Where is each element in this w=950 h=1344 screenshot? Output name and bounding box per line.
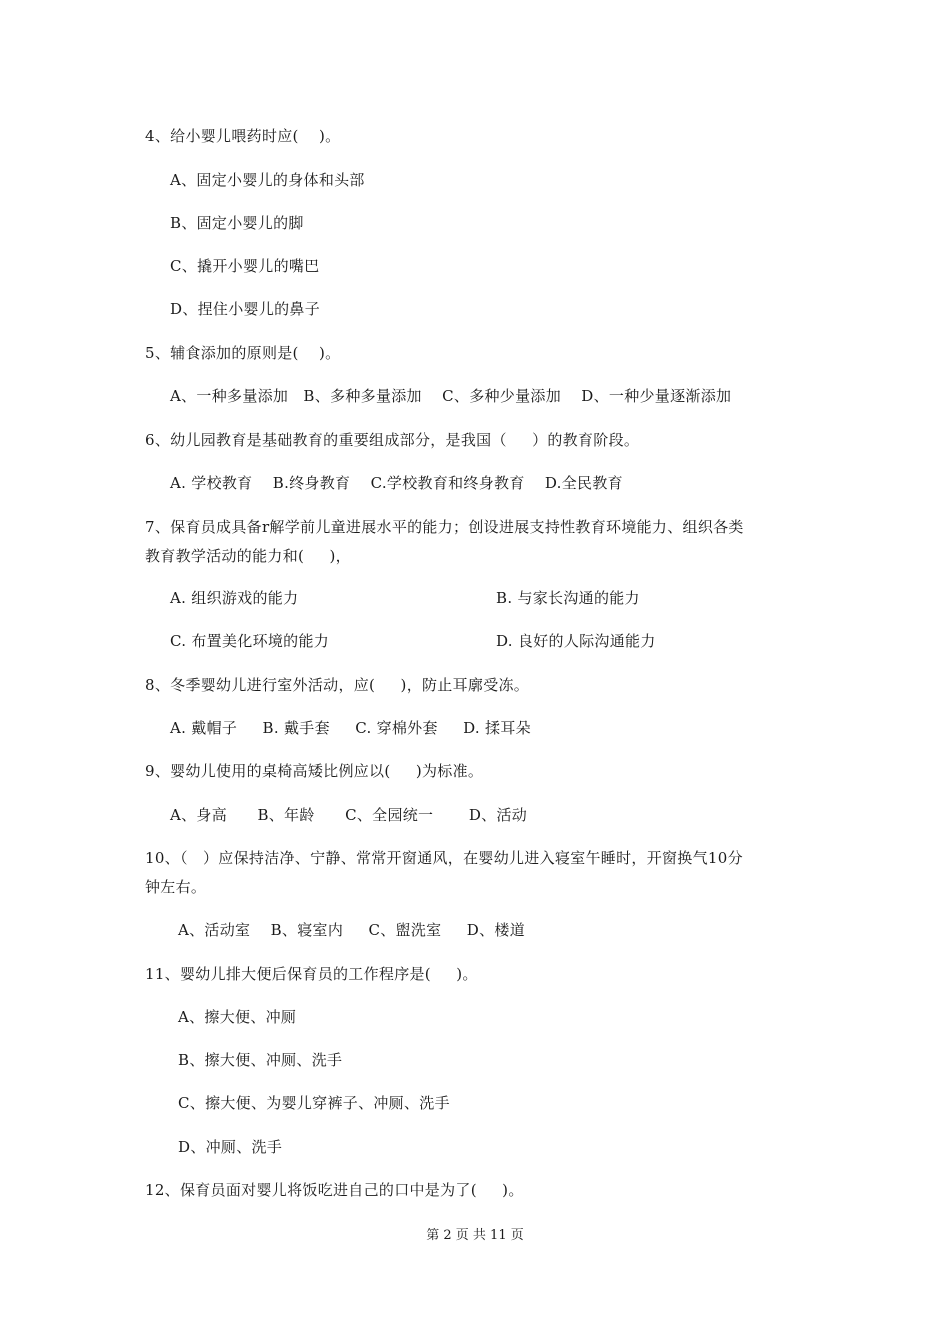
question-5-options: A、一种多量添加 B、多种多量添加 C、多种少量添加 D、一种少量逐渐添加	[170, 387, 732, 405]
page-number-footer: 第 2 页 共 11 页	[426, 1228, 524, 1243]
question-10-stem-line1: 10、（ ）应保持洁净、宁静、常常开窗通风，在婴幼儿进入寝室午睡时，开窗换气10分	[145, 849, 743, 867]
question-4-option-c: C、撬开小婴儿的嘴巴	[170, 257, 320, 275]
question-4-option-a: A、固定小婴儿的身体和头部	[170, 171, 365, 189]
question-4-option-d: D、捏住小婴儿的鼻子	[170, 300, 321, 318]
question-12-stem: 12、保育员面对婴儿将饭吃进自己的口中是为了( )。	[145, 1181, 524, 1199]
question-7-option-a: A. 组织游戏的能力	[170, 589, 299, 607]
question-11-option-b: B、擦大便、冲厕、洗手	[178, 1051, 343, 1069]
question-7-option-b: B. 与家长沟通的能力	[496, 589, 640, 607]
question-9-options: A、身高 B、年龄 C、全园统一 D、活动	[170, 806, 528, 824]
question-8-stem: 8、冬季婴幼儿进行室外活动，应( )，防止耳廓受冻。	[145, 676, 530, 694]
question-10-stem-line2: 钟左右。	[145, 878, 207, 896]
question-10-options: A、活动室 B、寝室内 C、盥洗室 D、楼道	[178, 921, 526, 939]
question-9-stem: 9、婴幼儿使用的桌椅高矮比例应以( )为标准。	[145, 762, 484, 780]
question-7-option-d: D. 良好的人际沟通能力	[496, 632, 656, 650]
question-7-stem-line1: 7、保育员成具备r解学前儿童进展水平的能力；创设进展支持性教育环境能力、组织各类	[145, 518, 744, 536]
question-7-stem-line2: 教育教学活动的能力和( )，	[145, 547, 351, 565]
question-11-option-a: A、擦大便、冲厕	[178, 1008, 297, 1026]
question-11-stem: 11、婴幼儿排大便后保育员的工作程序是( )。	[145, 965, 478, 983]
question-6-stem: 6、幼儿园教育是基础教育的重要组成部分，是我国（ ）的教育阶段。	[145, 431, 640, 449]
question-4-option-b: B、固定小婴儿的脚	[170, 214, 304, 232]
question-6-options: A. 学校教育 B.终身教育 C.学校教育和终身教育 D.全民教育	[170, 474, 623, 492]
question-8-options: A. 戴帽子 B. 戴手套 C. 穿棉外套 D. 揉耳朵	[170, 719, 531, 737]
question-11-option-c: C、擦大便、为婴儿穿裤子、冲厕、洗手	[178, 1094, 450, 1112]
question-7-option-c: C. 布置美化环境的能力	[170, 632, 330, 650]
question-4-stem: 4、给小婴儿喂药时应( )。	[145, 127, 341, 145]
question-5-stem: 5、辅食添加的原则是( )。	[145, 344, 341, 362]
question-11-option-d: D、冲厕、洗手	[178, 1138, 283, 1156]
